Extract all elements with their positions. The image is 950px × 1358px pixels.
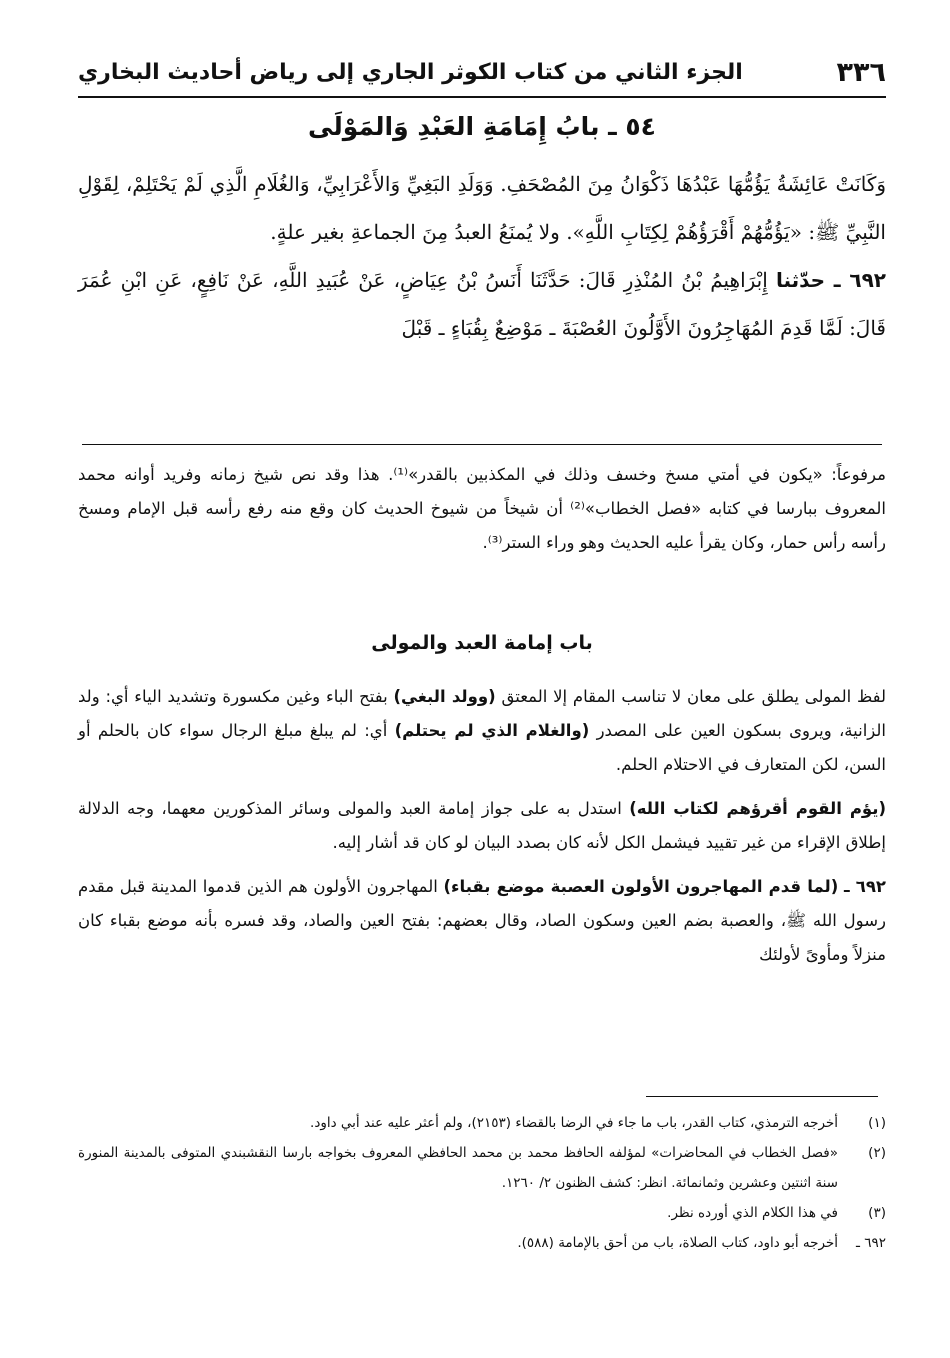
page-number: ٣٣٦: [836, 56, 886, 88]
footnote: [78, 1138, 886, 1198]
footnote-mark: (٣): [868, 1205, 886, 1221]
hadith-number: ٦٩٢ ـ: [843, 877, 886, 896]
hadith-692: [78, 256, 886, 352]
footnote-text: أخرجه الترمذي، كتاب القدر، باب ما جاء في الرضا بالقضاء (٢١٥٣)، ولم أعثر عليه عند أبي داود.: [310, 1115, 838, 1131]
footnote-text: أخرجه أبو داود، كتاب الصلاة، باب من أحق بالإمامة (٥٨٨).: [517, 1235, 838, 1251]
commentary-paragraph-1: [78, 680, 886, 782]
text-run: المهاجرون الأولون هم الذين قدموا المدينة قبل مقدم رسول الله ﷺ، والعصبة بضم العين وسكون الصاد، وقال بعضهم: بفتح العين والصاد، وقد فسره بأنه موضع بقباء كان منزلاً ومأوىً لأولئك: [78, 877, 886, 964]
footnote: [78, 1198, 886, 1228]
commentary-continuation: [78, 458, 886, 560]
quoted-phrase: (والغلام الذي لم يحتلم): [394, 721, 590, 740]
commentary-paragraph: مرفوعاً: «يكون في أمتي مسخ وخسف وذلك في المكذبين بالقدر»⁽¹⁾. هذا وقد نص شيخ زمانه وفريد أوانه محمد المعروف ببارسا في كتابه «فصل الخطاب»⁽²⁾ أن شيخاً من شيوخ الحديث كان وقع منه رفع رأسه قبل الإمام ومسخ رأسه رأس حمار، وكان يقرأ عليه الحديث وهو وراء الستر⁽³⁾.: [78, 465, 886, 552]
hadith-text-block: [78, 160, 886, 352]
hadith-number: ٦٩٢ ـ حدّثنا: [775, 268, 886, 292]
text-run: أي: لم يبلغ مبلغ الرجال سواء كان بالحلم أو السن، لكن المتعارف في الاحتلام الحلم.: [78, 721, 886, 774]
hadith-body: إِبْرَاهِيمُ بْنُ المُنْذِرِ قَالَ: حَدَّثَنَا أَنَسُ بْنُ عِيَاضٍ، عَنْ عُبَيدِ اللَّهِ، عَنْ نَافِعٍ، عَنِ ابْنِ عُمَرَ قَالَ: لَمَّا قَدِمَ المُهَاجِرُونَ الأَوَّلُونَ العُصْبَةَ ـ مَوْضِعٌ بِقُبَاءٍ ـ قَبْلَ: [78, 268, 886, 340]
footnote-mark: ٦٩٢ ـ: [855, 1235, 886, 1251]
text-run: بفتح الباء وغين مكسورة وتشديد الياء أي: ولد الزانية، ويروى بسكون العين على المصدر: [78, 687, 887, 740]
commentary-heading: باب إمامة العبد والمولى: [371, 632, 593, 654]
footnote-mark: (١): [868, 1115, 886, 1131]
commentary-paragraph-2: [78, 792, 886, 860]
text-separator: [82, 444, 882, 445]
commentary-block: [78, 680, 886, 982]
footnote-mark: (٢): [868, 1145, 886, 1161]
chapter-intro: وَكَانَتْ عَائِشَةُ يَؤُمُّهَا عَبْدُهَا ذَكْوَانُ مِنَ المُصْحَفِ. وَوَلَدِ البَغِيِّ وَالأَعْرَابِيِّ، وَالغُلَامِ الَّذِي لَمْ يَحْتَلِمْ، لِقَوْلِ النَّبِيِّ ﷺ: «يَؤُمُّهُمْ أَقْرَؤُهُمْ لِكِتَابِ اللَّهِ». ولا يُمنَعُ العبدُ مِنَ الجماعةِ بغير علةٍ.: [78, 172, 886, 244]
footnote-text: في هذا الكلام الذي أورده نظر.: [667, 1205, 838, 1221]
chapter-title: ٥٤ ـ بابُ إِمَامَةِ العَبْدِ وَالمَوْلَى: [308, 112, 656, 141]
quoted-phrase: (لما قدم المهاجرون الأولون العصبة موضع بقباء): [443, 877, 839, 896]
footnote-text: «فصل الخطاب في المحاضرات» لمؤلفه الحافظ محمد بن محمد الحافظي المعروف بخواجه بارسا النقشبندي المتوفى بالمدينة المنورة سنة اثنتين وعشرين وثمانمائة. انظر: كشف الظنون ٢/ ١٢٦٠.: [78, 1145, 838, 1191]
text-run: استدل به على جواز إمامة العبد والمولى وسائر المذكورين معهما، وجه الدلالة إطلاق الإقراء من غير تقييد فيشمل الكل لأنه كان بصدد البيان لو كان قد أشار إليه.: [78, 799, 886, 852]
running-title: الجزء الثاني من كتاب الكوثر الجاري إلى رياض أحاديث البخاري: [78, 59, 743, 85]
footnote: [78, 1108, 886, 1138]
quoted-phrase: (وولد البغي): [393, 687, 496, 706]
quoted-phrase: (يؤم القوم أقرؤهم لكتاب الله): [629, 799, 886, 818]
commentary-paragraph-3: [78, 870, 886, 972]
footnote: [78, 1228, 886, 1258]
text-run: لفظ المولى يطلق على معان لا تناسب المقام إلا المعتق: [501, 687, 887, 706]
page-header: [78, 48, 886, 98]
footnotes: [78, 1108, 886, 1258]
footnote-separator: [646, 1096, 878, 1097]
